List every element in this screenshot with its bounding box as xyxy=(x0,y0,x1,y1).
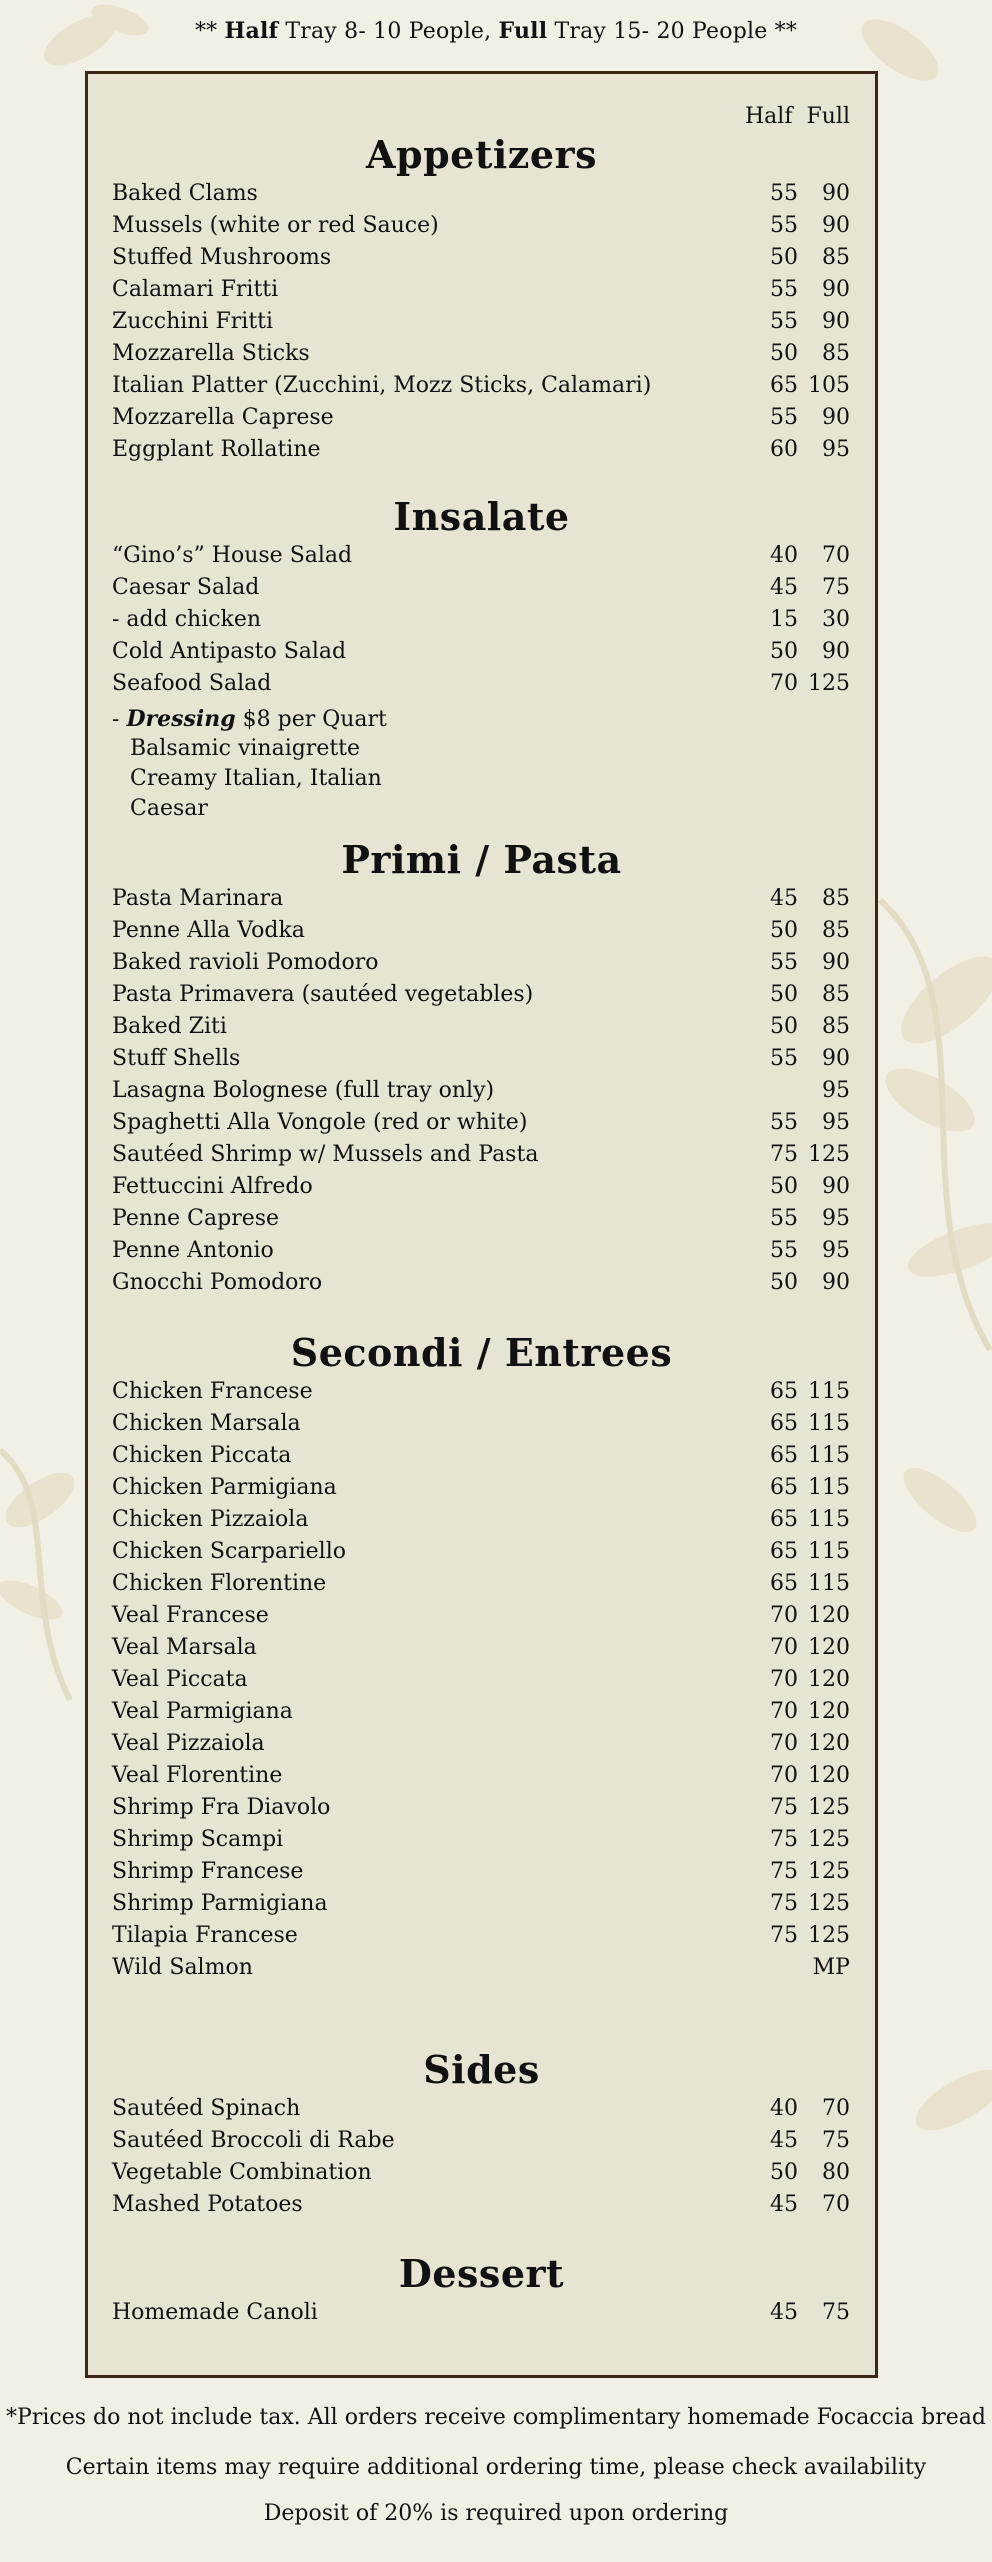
half-tray-price: 55 xyxy=(770,309,798,334)
menu-item-name: Caesar Salad xyxy=(112,575,260,600)
half-tray-price: 50 xyxy=(770,1014,798,1039)
menu-item-name: Sautéed Broccoli di Rabe xyxy=(112,2128,395,2153)
menu-item-row xyxy=(112,1139,850,1171)
tray-note-full-word: Full xyxy=(498,18,548,44)
half-tray-price: 70 xyxy=(770,1667,798,1692)
full-tray-price: 95 xyxy=(822,1078,850,1103)
half-tray-price: 55 xyxy=(770,213,798,238)
half-tray-price: 60 xyxy=(770,437,798,462)
menu-item-name: Baked Ziti xyxy=(112,1014,227,1039)
half-tray-price: 50 xyxy=(770,1174,798,1199)
menu-item-row xyxy=(112,306,850,338)
menu-item-name: Shrimp Francese xyxy=(112,1859,304,1884)
full-tray-price: 90 xyxy=(822,639,850,664)
menu-item-row xyxy=(112,1203,850,1235)
menu-item-row xyxy=(112,915,850,947)
menu-item-row xyxy=(112,338,850,370)
menu-item-row xyxy=(112,1760,850,1792)
full-tray-price: 120 xyxy=(808,1763,850,1788)
menu-item-name: Veal Marsala xyxy=(112,1635,257,1660)
menu-item-name: Shrimp Scampi xyxy=(112,1827,284,1852)
menu-item-name: Veal Francese xyxy=(112,1603,269,1628)
full-tray-price: 120 xyxy=(808,1603,850,1628)
menu-item-name: Chicken Marsala xyxy=(112,1411,301,1436)
menu-item-row xyxy=(112,1075,850,1107)
menu-item-name: Pasta Primavera (sautéed vegetables) xyxy=(112,982,534,1007)
full-tray-price: 125 xyxy=(808,671,850,696)
full-tray-price: 90 xyxy=(822,181,850,206)
half-tray-price: 40 xyxy=(770,543,798,568)
menu-item-row xyxy=(112,1107,850,1139)
full-tray-price: 125 xyxy=(808,1859,850,1884)
dressing-option: Creamy Italian, Italian xyxy=(130,766,382,791)
half-tray-price: 75 xyxy=(770,1142,798,1167)
half-tray-price: 50 xyxy=(770,982,798,1007)
menu-item-name: Mussels (white or red Sauce) xyxy=(112,213,439,238)
full-column-header: Full xyxy=(806,104,850,129)
menu-item-row xyxy=(112,178,850,210)
full-tray-price: 125 xyxy=(808,1923,850,1948)
section-title: Dessert xyxy=(398,2251,565,2296)
menu-item-row xyxy=(112,2189,850,2221)
half-tray-price: 70 xyxy=(770,1731,798,1756)
full-tray-price: 90 xyxy=(822,1046,850,1071)
full-tray-price: 115 xyxy=(808,1443,850,1468)
tray-note-full-text: Tray 15- 20 People ** xyxy=(547,19,798,44)
full-tray-price: 80 xyxy=(822,2160,850,2185)
menu-item-row xyxy=(112,883,850,915)
menu-item-name: Chicken Piccata xyxy=(112,1443,292,1468)
half-tray-price: 75 xyxy=(770,1795,798,1820)
menu-item-row xyxy=(112,1920,850,1952)
menu-item-row xyxy=(112,1011,850,1043)
full-tray-price: 75 xyxy=(822,2128,850,2153)
tray-size-note xyxy=(0,18,992,44)
half-tray-price: 40 xyxy=(770,2096,798,2121)
menu-item-row xyxy=(112,370,850,402)
menu-item-name: Stuff Shells xyxy=(112,1046,241,1071)
full-tray-price: 90 xyxy=(822,1270,850,1295)
menu-item-name: Veal Parmigiana xyxy=(112,1699,293,1724)
full-tray-price: 90 xyxy=(822,950,850,975)
full-tray-price: 120 xyxy=(808,1667,850,1692)
footer-deposit-note: Deposit of 20% is required upon ordering xyxy=(263,2501,729,2526)
menu-item-row xyxy=(112,1043,850,1075)
dressing-prefix: - xyxy=(112,707,127,732)
full-tray-price: 30 xyxy=(822,607,850,632)
menu-item-name: - add chicken xyxy=(112,607,262,632)
menu-item-name: Baked Clams xyxy=(112,181,258,206)
section-title: Sides xyxy=(423,2047,540,2092)
half-tray-price: 50 xyxy=(770,245,798,270)
full-tray-price: 115 xyxy=(808,1539,850,1564)
half-tray-price: 15 xyxy=(770,607,798,632)
menu-item-row xyxy=(112,242,850,274)
half-tray-price: 75 xyxy=(770,1859,798,1884)
menu-item-row xyxy=(112,604,850,636)
full-tray-price: MP xyxy=(812,1955,850,1980)
full-tray-price: 85 xyxy=(822,245,850,270)
full-tray-price: 75 xyxy=(822,2300,850,2325)
full-tray-price: 125 xyxy=(808,1891,850,1916)
menu-item-name: Stuffed Mushrooms xyxy=(112,245,332,270)
half-tray-price: 70 xyxy=(770,1603,798,1628)
half-tray-price: 75 xyxy=(770,1827,798,1852)
menu-item-name: Chicken Parmigiana xyxy=(112,1475,337,1500)
full-tray-price: 115 xyxy=(808,1475,850,1500)
half-tray-price: 70 xyxy=(770,1635,798,1660)
full-tray-price: 120 xyxy=(808,1635,850,1660)
menu-item-row xyxy=(112,1792,850,1824)
menu-item-name: Baked ravioli Pomodoro xyxy=(112,950,379,975)
dressing-price: $8 per Quart xyxy=(235,707,387,732)
menu-item-name: Zucchini Fritti xyxy=(112,309,274,334)
half-tray-price: 70 xyxy=(770,1763,798,1788)
half-tray-price: 55 xyxy=(770,1110,798,1135)
full-tray-price: 95 xyxy=(822,437,850,462)
menu-item-name: Fettuccini Alfredo xyxy=(112,1174,313,1199)
menu-item-row xyxy=(112,2157,850,2189)
half-tray-price: 50 xyxy=(770,2160,798,2185)
menu-item-row xyxy=(112,979,850,1011)
full-tray-price: 85 xyxy=(822,982,850,1007)
menu-item-name: Pasta Marinara xyxy=(112,886,284,911)
menu-item-row xyxy=(112,1824,850,1856)
full-tray-price: 85 xyxy=(822,341,850,366)
menu-item-row xyxy=(112,1440,850,1472)
section-title: Secondi / Entrees xyxy=(290,1330,673,1375)
half-tray-price: 45 xyxy=(770,2192,798,2217)
half-tray-price: 45 xyxy=(770,2300,798,2325)
half-tray-price: 50 xyxy=(770,341,798,366)
dressing-label: Dressing xyxy=(126,706,236,732)
menu-item-name: Veal Piccata xyxy=(112,1667,248,1692)
menu-item-row xyxy=(112,947,850,979)
half-tray-price: 65 xyxy=(770,1539,798,1564)
half-tray-price: 65 xyxy=(770,1507,798,1532)
menu-item-row xyxy=(112,434,850,466)
menu-item-row xyxy=(112,1696,850,1728)
menu-item-name: Penne Caprese xyxy=(112,1206,280,1231)
menu-panel xyxy=(85,71,878,2378)
menu-item-name: Veal Florentine xyxy=(112,1763,283,1788)
half-tray-price: 50 xyxy=(770,1270,798,1295)
half-tray-price: 45 xyxy=(770,886,798,911)
half-tray-price: 65 xyxy=(770,1475,798,1500)
menu-item-name: Mashed Potatoes xyxy=(112,2192,303,2217)
menu-item-name: Wild Salmon xyxy=(112,1955,253,1980)
menu-item-row xyxy=(112,402,850,434)
full-tray-price: 115 xyxy=(808,1507,850,1532)
full-tray-price: 120 xyxy=(808,1731,850,1756)
half-tray-price: 65 xyxy=(770,1411,798,1436)
half-tray-price: 55 xyxy=(770,277,798,302)
menu-item-name: Seafood Salad xyxy=(112,671,272,696)
half-tray-price: 55 xyxy=(770,405,798,430)
menu-item-name: Sautéed Shrimp w/ Mussels and Pasta xyxy=(112,1142,539,1167)
half-tray-price: 50 xyxy=(770,639,798,664)
full-tray-price: 85 xyxy=(822,1014,850,1039)
menu-item-name: Chicken Florentine xyxy=(112,1571,327,1596)
tray-note-half-text: Tray 8- 10 People, xyxy=(278,19,499,44)
menu-item-name: Chicken Scarpariello xyxy=(112,1539,346,1564)
half-tray-price: 45 xyxy=(770,575,798,600)
menu-item-row xyxy=(112,1856,850,1888)
menu-item-row xyxy=(112,1376,850,1408)
full-tray-price: 95 xyxy=(822,1206,850,1231)
menu-item-row xyxy=(112,1664,850,1696)
full-tray-price: 90 xyxy=(822,309,850,334)
menu-item-name: Penne Alla Vodka xyxy=(112,918,305,943)
menu-item-row xyxy=(112,1472,850,1504)
full-tray-price: 125 xyxy=(808,1142,850,1167)
menu-item-row xyxy=(112,1536,850,1568)
menu-item-row xyxy=(112,1235,850,1267)
menu-item-name: Sautéed Spinach xyxy=(112,2096,301,2121)
menu-item-name: Mozzarella Caprese xyxy=(112,405,334,430)
menu-item-name: Gnocchi Pomodoro xyxy=(112,1270,323,1295)
menu-item-name: Eggplant Rollatine xyxy=(112,437,321,462)
menu-item-row xyxy=(112,1600,850,1632)
full-tray-price: 90 xyxy=(822,277,850,302)
menu-item-row xyxy=(112,2297,850,2329)
full-tray-price: 95 xyxy=(822,1110,850,1135)
menu-item-row xyxy=(112,2125,850,2157)
full-tray-price: 125 xyxy=(808,1827,850,1852)
full-tray-price: 85 xyxy=(822,918,850,943)
footer-tax-note: *Prices do not include tax. All orders receive complimentary homemade Focaccia bread xyxy=(6,2405,986,2430)
full-tray-price: 95 xyxy=(822,1238,850,1263)
footer-availability-note: Certain items may require additional ordering time, please check availability xyxy=(65,2455,927,2480)
half-tray-price: 70 xyxy=(770,1699,798,1724)
half-tray-price: 65 xyxy=(770,1571,798,1596)
menu-item-row xyxy=(112,1888,850,1920)
menu-item-name: Veal Pizzaiola xyxy=(112,1731,265,1756)
half-tray-price: 55 xyxy=(770,950,798,975)
menu-item-name: Chicken Francese xyxy=(112,1379,313,1404)
half-column-header: Half xyxy=(745,104,793,129)
half-tray-price: 55 xyxy=(770,1046,798,1071)
half-tray-price: 55 xyxy=(770,181,798,206)
menu-item-row xyxy=(112,636,850,668)
menu-item-name: Vegetable Combination xyxy=(112,2160,372,2185)
half-tray-price: 75 xyxy=(770,1891,798,1916)
menu-item-name: Penne Antonio xyxy=(112,1238,274,1263)
menu-item-row xyxy=(112,1504,850,1536)
menu-item-name: “Gino’s” House Salad xyxy=(112,543,353,568)
menu-item-name: Tilapia Francese xyxy=(112,1923,298,1948)
menu-item-row xyxy=(112,668,850,700)
half-tray-price: 65 xyxy=(770,1379,798,1404)
menu-item-name: Chicken Pizzaiola xyxy=(112,1507,309,1532)
half-tray-price: 65 xyxy=(770,373,798,398)
half-tray-price: 50 xyxy=(770,918,798,943)
full-tray-price: 90 xyxy=(822,1174,850,1199)
full-tray-price: 70 xyxy=(822,2096,850,2121)
dressing-option: Balsamic vinaigrette xyxy=(130,736,361,761)
full-tray-price: 115 xyxy=(808,1379,850,1404)
menu-item-name: Shrimp Parmigiana xyxy=(112,1891,328,1916)
menu-item-row xyxy=(112,2093,850,2125)
menu-item-row xyxy=(112,210,850,242)
full-tray-price: 125 xyxy=(808,1795,850,1820)
menu-item-name: Calamari Fritti xyxy=(112,277,279,302)
full-tray-price: 70 xyxy=(822,543,850,568)
menu-item-name: Shrimp Fra Diavolo xyxy=(112,1795,331,1820)
menu-item-name: Homemade Canoli xyxy=(112,2300,318,2325)
menu-item-row xyxy=(112,1267,850,1299)
tray-note-prefix: ** xyxy=(194,19,225,44)
menu-item-row xyxy=(112,572,850,604)
full-tray-price: 120 xyxy=(808,1699,850,1724)
section-title: Appetizers xyxy=(366,132,597,177)
menu-item-row xyxy=(112,540,850,572)
column-headers xyxy=(745,104,850,129)
full-tray-price: 115 xyxy=(808,1571,850,1596)
menu-item-row xyxy=(112,1408,850,1440)
half-tray-price: 70 xyxy=(770,671,798,696)
half-tray-price: 65 xyxy=(770,1443,798,1468)
menu-item-name: Lasagna Bolognese (full tray only) xyxy=(112,1078,495,1103)
menu-item-row xyxy=(112,274,850,306)
full-tray-price: 105 xyxy=(808,373,850,398)
section-title: Primi / Pasta xyxy=(341,837,622,882)
menu-item-row xyxy=(112,1568,850,1600)
menu-item-name: Italian Platter (Zucchini, Mozz Sticks, Calamari) xyxy=(112,373,652,398)
full-tray-price: 90 xyxy=(822,405,850,430)
full-tray-price: 70 xyxy=(822,2192,850,2217)
full-tray-price: 115 xyxy=(808,1411,850,1436)
half-tray-price: 55 xyxy=(770,1238,798,1263)
section-title: Insalate xyxy=(393,494,570,539)
full-tray-price: 90 xyxy=(822,213,850,238)
menu-item-row xyxy=(112,1171,850,1203)
half-tray-price: 45 xyxy=(770,2128,798,2153)
half-tray-price: 75 xyxy=(770,1923,798,1948)
full-tray-price: 75 xyxy=(822,575,850,600)
tray-note-half-word: Half xyxy=(224,18,279,44)
menu-item-row xyxy=(112,1632,850,1664)
full-tray-price: 85 xyxy=(822,886,850,911)
dressing-option: Caesar xyxy=(130,796,208,821)
menu-item-row xyxy=(112,1728,850,1760)
dressing-line xyxy=(112,704,387,735)
menu-item-name: Mozzarella Sticks xyxy=(112,341,310,366)
menu-item-name: Spaghetti Alla Vongole (red or white) xyxy=(112,1110,528,1135)
half-tray-price: 55 xyxy=(770,1206,798,1231)
menu-item-name: Cold Antipasto Salad xyxy=(112,639,347,664)
menu-item-row xyxy=(112,1952,850,1984)
